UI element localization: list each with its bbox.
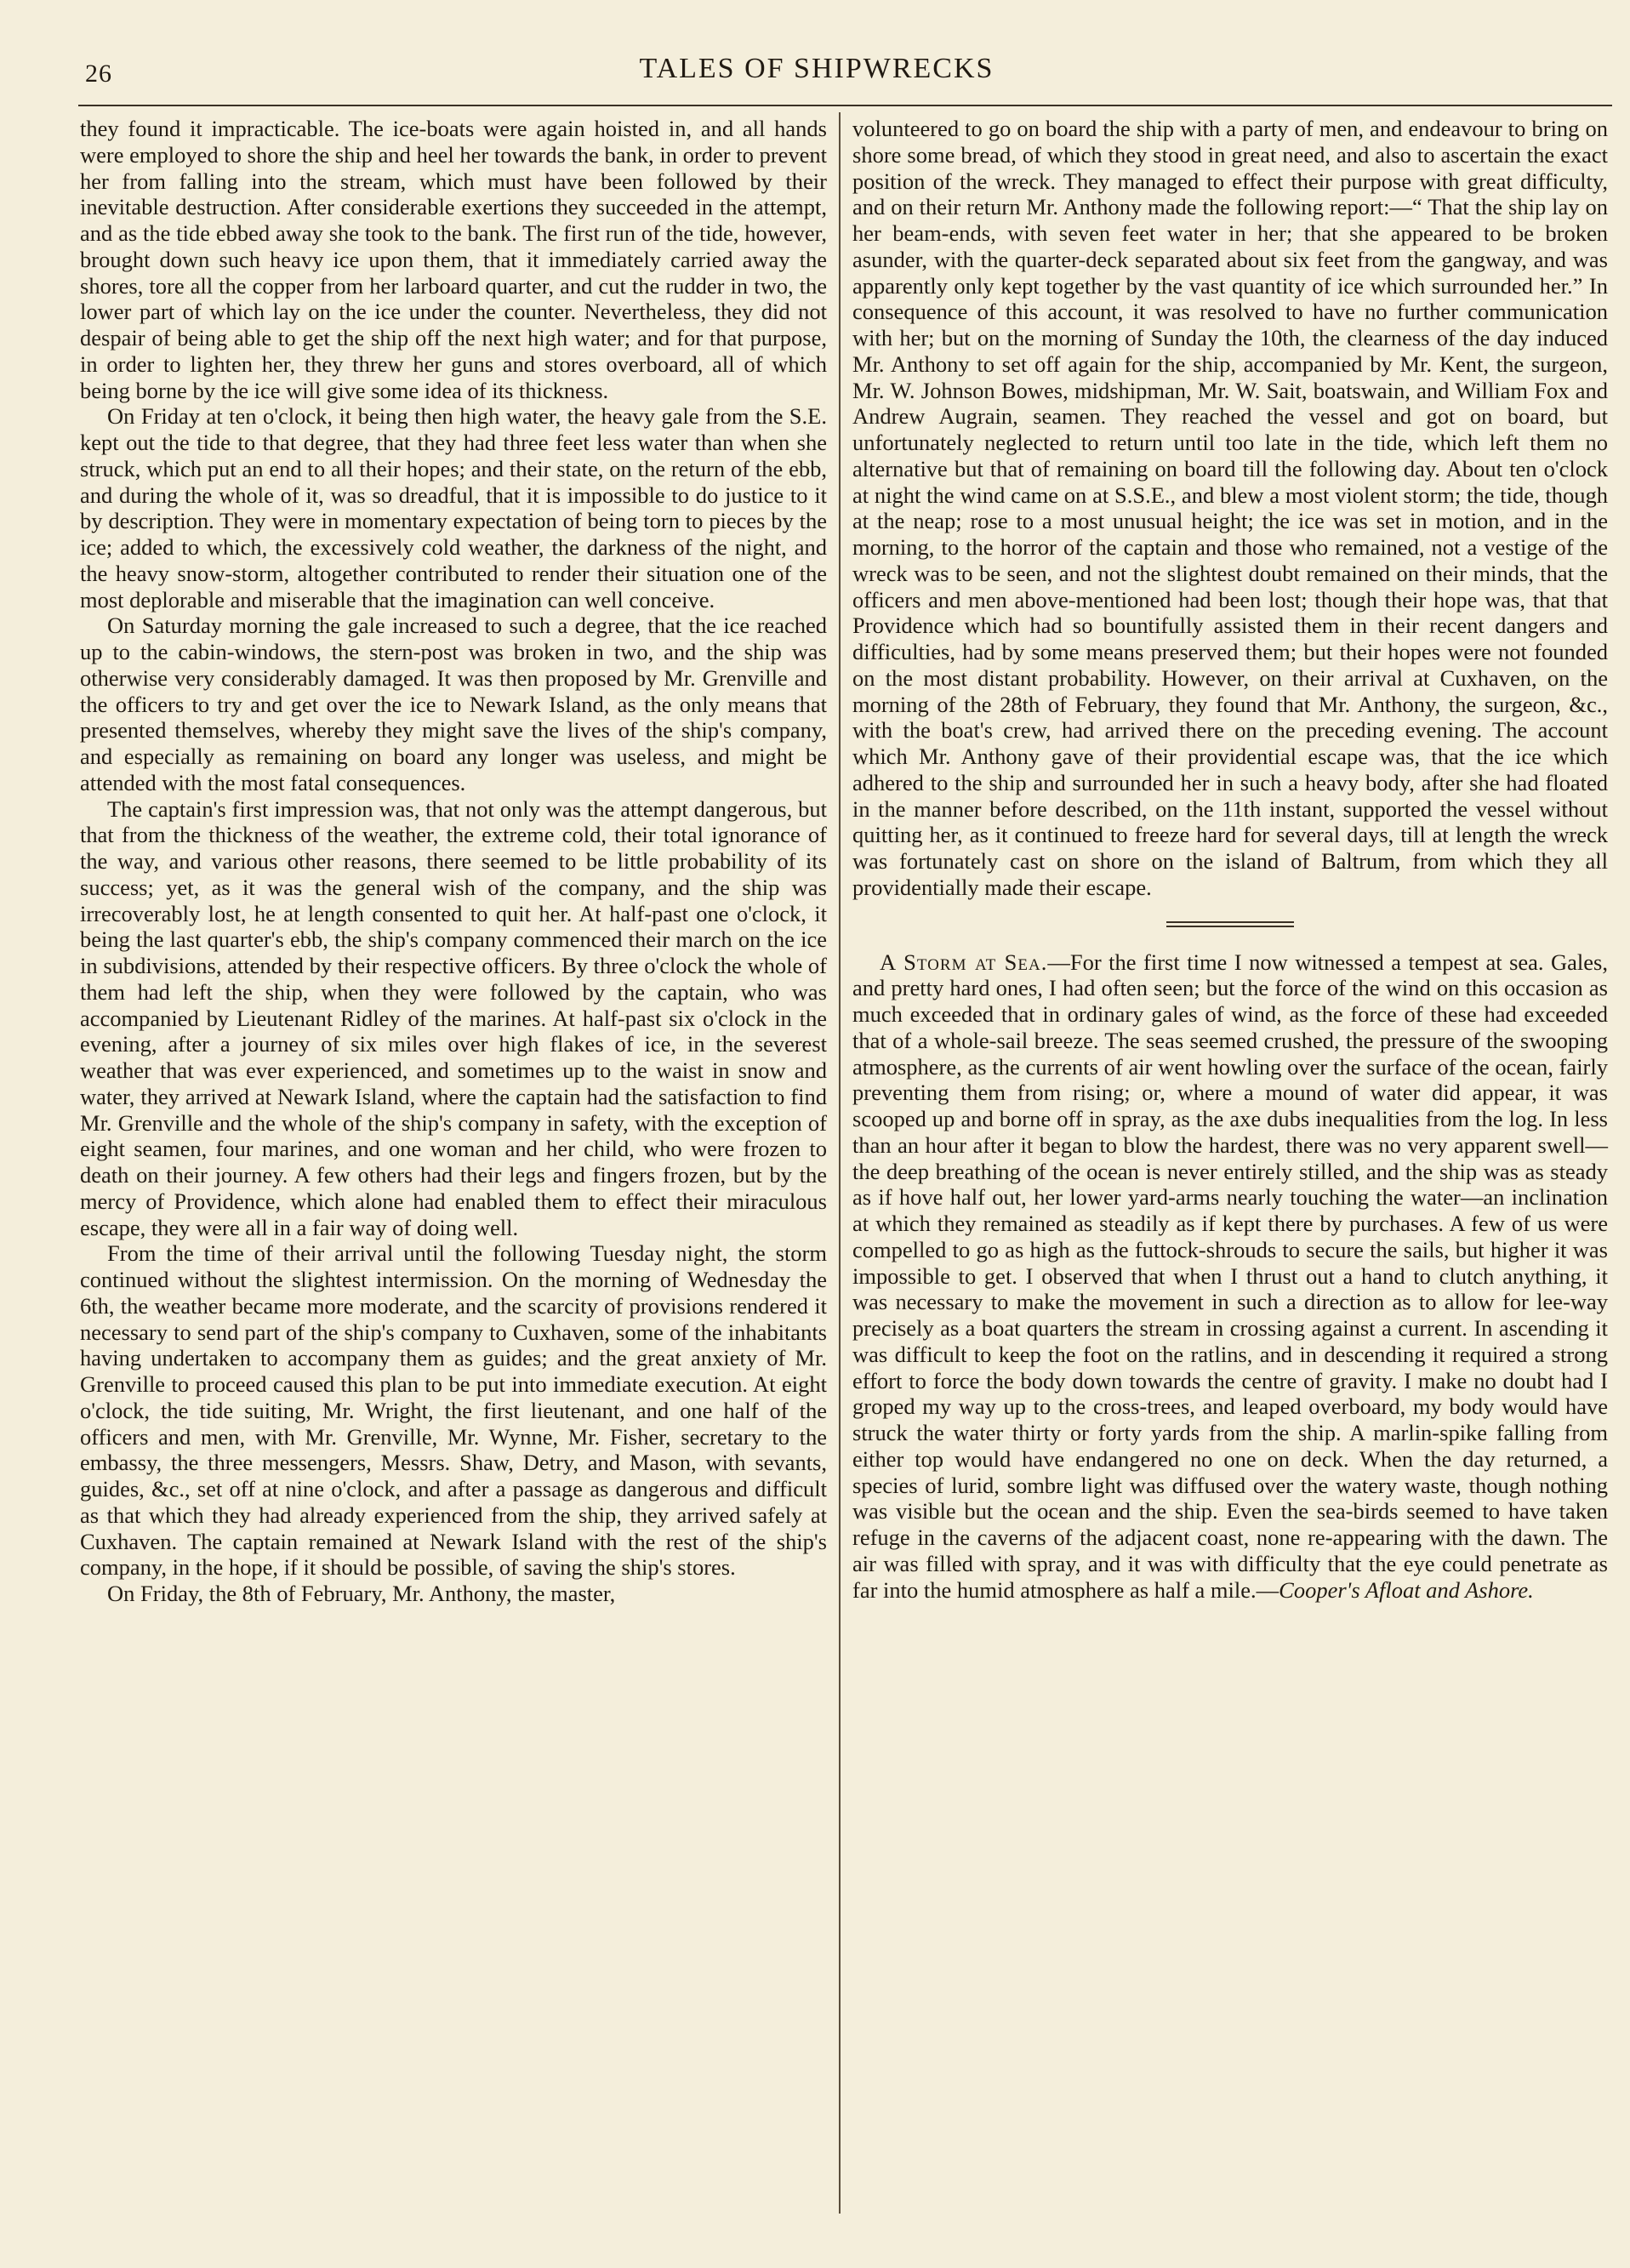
paragraph: From the time of their arrival until the following Tuesday night, the storm continued without the slightest intermission. On the morning of Wednesday the 6th, the weather became more moderate, and the scarcity of provisions rendered it necessary to send part of the ship's company to Cuxhaven, some of the inhabitants having undertaken to accompany them as guides; and the great anxiety of Mr. Grenville to proceed caused this plan to be put into immediate execution. At eight o'clock, the tide suiting, Mr. Wright, the first lieutenant, and one half of the officers and men, with Mr. Grenville, Mr. Wynne, Mr. Fisher, secretary to the embassy, the three messengers, Messrs. Shaw, Detry, and Mason, with sevants, guides, &c., set off at nine o'clock, and after a passage as dangerous and difficult as that which they had already experienced from the ship, they arrived safely at Cuxhaven. The captain remained at Newark Island with the rest of the ship's company, in the hope, if it should be possible, of saving the ship's stores. xyxy=(80,1240,827,1581)
left-column xyxy=(80,116,827,1607)
section-title: A Storm at Sea. xyxy=(880,949,1048,975)
paragraph: they found it impracticable. The ice-boats were again hoisted in, and all hands were employed to shore the ship and heel her towards the bank, in order to prevent her from falling into the stream, which must have been followed by their inevitable destruction. After considerable exertions they succeeded in the attempt, and as the tide ebbed away she took to the bank. The first run of the tide, however, brought down such heavy ice upon them, that it immediately carried away the shores, tore all the copper from her larboard quarter, and cut the rudder in two, the lower part of which lay on the ice under the counter. Nevertheless, they did not despair of being able to get the ship off the next high water; and for that purpose, in order to lighten her, they threw her guns and stores overboard, all of which being borne by the ice will give some idea of its thickness. xyxy=(80,116,827,403)
paragraph: On Friday, the 8th of February, Mr. Anthony, the master, xyxy=(107,1581,616,1606)
paragraph: On Saturday morning the gale increased to such a degree, that the ice reached up to the cabin-windows, the stern-post was broken in two, and the ship was otherwise very considerably damaged. It was then proposed by Mr. Grenville and the officers to try and get over the ice to Newark Island, as the only means that presented themselves, whereby they might save the lives of the ship's company, and especially as remaining on board any longer was useless, and might be attended with the most fatal consequences. xyxy=(80,613,827,795)
right-column xyxy=(852,116,1608,1603)
header-rule xyxy=(78,105,1612,106)
paragraph: The captain's first impression was, that not only was the attempt dangerous, but that from the thickness of the weather, the extreme cold, their total ignorance of the way, and various other reasons, there seemed to be little probability of its success; yet, as it was the general wish of the company, and the ship was irrecoverably lost, he at length consented to quit her. At half-past one o'clock, it being the last quarter's ebb, the ship's company commenced their march on the ice in subdivisions, attended by their respective officers. By three o'clock the whole of them had left the ship, when they were followed by the captain, who was accompanied by Lieutenant Ridley of the marines. At half-past six o'clock in the evening, after a journey of six miles over high flakes of ice, in the severest weather that was ever experienced, and sometimes up to the waist in snow and water, they arrived at Newark Island, where the captain had the satisfaction to find Mr. Grenville and the whole of the ship's company in safety, with the exception of eight seamen, four marines, and one woman and her child, who were frozen to death on their journey. A few others had their legs and fingers frozen, but by the mercy of Providence, which alone had enabled them to effect their miraculous escape, they were all in a fair way of doing well. xyxy=(80,795,827,1240)
column-divider xyxy=(839,112,841,2214)
paragraph: volunteered to go on board the ship with a party of men, and endeavour to bring on shore some bread, of which they stood in great need, and also to ascertain the exact position of the wreck. They managed to effect their purpose with great difficulty, and on their return Mr. Anthony made the following report:—“ That the ship lay on her beam-ends, with seven feet water in her; that she appeared to be broken asunder, with the quarter-deck separated about six feet from the gangway, and was apparently only kept together by the vast quantity of ice which surrounded her.” In consequence of this account, it was resolved to have no further communication with her; but on the morning of Sunday the 10th, the clearness of the day induced Mr. Anthony to set off again for the ship, accompanied by Mr. Kent, the surgeon, Mr. W. Johnson Bowes, midshipman, Mr. W. Sait, boatswain, and William Fox and Andrew Augrain, seamen. They reached the vessel and got on board, but unfortunately neglected to return until too late in the tide, which left them no alternative but that of remaining on board till the following day. About ten o'clock at night the wind came on at S.S.E., and blew a most violent storm; the tide, though at the neap; rose to a most unusual height; the ice was set in motion, and in the morning, to the horror of the captain and those who remained, not a vestige of the wreck was to be seen, and not the slightest doubt remained on their minds, that the officers and men above-mentioned had been lost; though their hope was, that that Providence which had so bountifully assisted them in their recent dangers and difficulties, had by some means preserved them; but their hopes were not founded on the most distant probability. However, on their arrival at Cuxhaven, on the morning of the 28th of February, they found that Mr. Anthony, the surgeon, &c., with the boat's crew, had arrived there on the preceding evening. The account which Mr. Anthony gave of their providential escape was, that the ice which adhered to the ship and surrounded her in such a heavy body, after she had floated in the manner before described, on the 11th instant, supported the vessel without quitting her, as it continued to freeze hard for several days, till at length the wreck was fortunately cast on shore on the island of Baltrum, from which they all providentially made their escape. xyxy=(852,116,1608,900)
section-divider xyxy=(1166,921,1294,927)
section-body: —For the first time I now witnessed a tempest at sea. Gales, and pretty hard ones, I had often seen; but the force of the wind on this occasion as much exceeded that in ordinary gales of wind, as the force of these had exceeded that of a whole-sail breeze. The seas seemed crushed, the pressure of the swooping atmosphere, as the currents of air went howling over the surface of the ocean, fairly preventing them from rising; or, where a mound of water did appear, it was scooped up and borne off in spray, as the axe dubs inequalities from the log. In less than an hour after it began to blow the hardest, there was no very apparent swell—the deep breathing of the ocean is never entirely stilled, and the ship was as steady as if hove half out, her lower yard-arms nearly touching the water—an inclination at which they remained as steadily as if kept there by purchases. A few of us were compelled to go as high as the futtock-shrouds to secure the sails, but higher it was impossible to get. I observed that when I thrust out a hand to clutch anything, it was necessary to make the movement in such a direction as to allow for lee-way precisely as a boat quarters the stream in crossing against a current. In ascending it was difficult to keep the foot on the ratlins, and in descending it required a strong effort to force the body down towards the centre of gravity. I make no doubt had I groped my way up to the cross-trees, and leaped overboard, my body would have struck the water thirty or forty yards from the ship. A marlin-spike falling from either top would have endangered no one on deck. When the day returned, a species of lurid, sombre light was diffused over the watery waste, though nothing was visible but the ocean and the ship. Even the sea-birds seemed to have taken refuge in the caverns of the adjacent coast, none re-appearing with the dawn. The air was filled with spray, and it was with difficulty that the eye could penetrate as far into the humid atmosphere as half a mile.— xyxy=(852,949,1608,1603)
attribution: Cooper's Afloat and Ashore. xyxy=(1279,1576,1534,1603)
page-number: 26 xyxy=(85,60,112,88)
storm-section xyxy=(852,949,1608,1604)
paragraph: On Friday at ten o'clock, it being then high water, the heavy gale from the S.E. kept out the tide to that degree, that they had three feet less water than when she struck, which put an end to all their hopes; and their state, on the return of the ebb, and during the whole of it, was so dreadful, that it is impossible to do justice to it by description. They were in momentary expectation of being torn to pieces by the ice; added to which, the excessively cold weather, the darkness of the night, and the heavy snow-storm, altogether contributed to render their situation one of the most deplorable and miserable that the imagination can well conceive. xyxy=(80,403,827,613)
running-head: TALES OF SHIPWRECKS xyxy=(639,53,995,84)
